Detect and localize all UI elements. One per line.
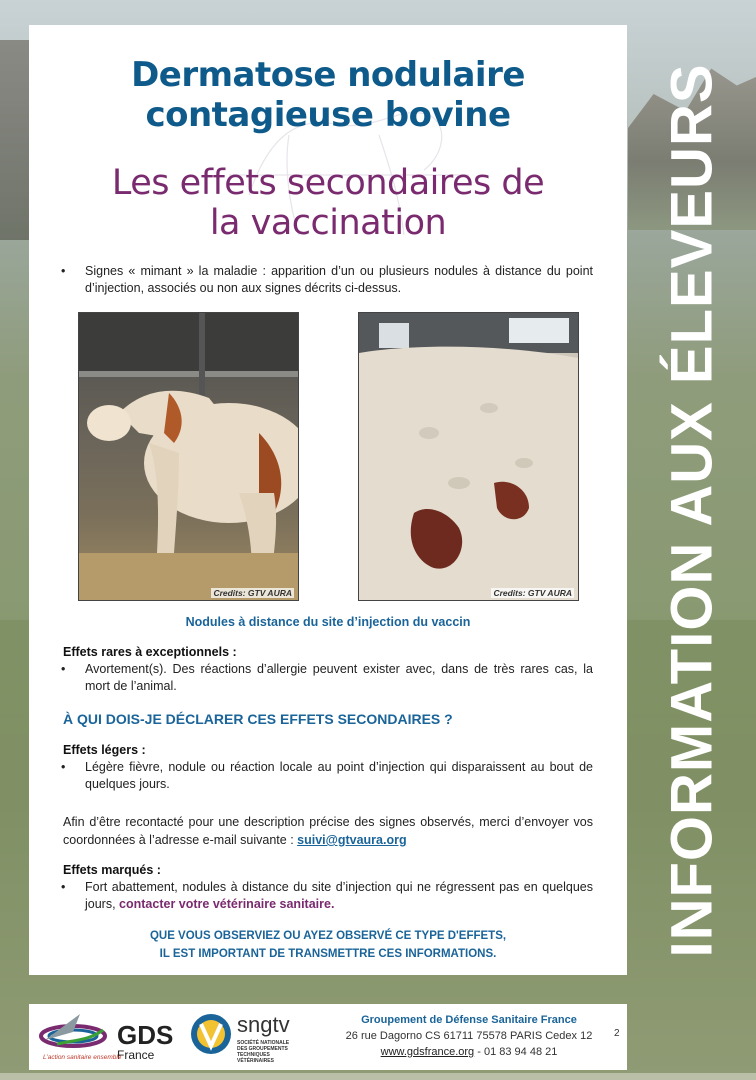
- contact-email-link[interactable]: suivi@gtvaura.org: [297, 833, 407, 847]
- side-title-text: INFORMATION AUX ÉLEVEURS: [659, 62, 725, 958]
- main-title-line2: contagieuse bovine: [145, 95, 511, 135]
- bullet-dot: •: [61, 760, 66, 774]
- closing-line2: IL EST IMPORTANT DE TRANSMETTRE CES INFORMATIONS.: [159, 948, 497, 960]
- sngtv-sub: SOCIÉTÉ NATIONALE DES GROUPEMENTS TECHNIQUES VÉTÉRINAIRES: [237, 1040, 290, 1064]
- footer: [29, 1004, 627, 1070]
- photo-credit: Credits: GTV AURA: [213, 588, 292, 598]
- gds-france-logo: [35, 1010, 185, 1066]
- light-effects-text: Légère fièvre, nodule ou réaction locale au point d’injection qui disparaissent au bout de quelques jours.: [85, 760, 593, 791]
- marked-effects-text: [85, 879, 593, 913]
- intro-bullet-text: Signes « mimant » la maladie : apparition d’un ou plusieurs nodules à distance du point d’injection, associés ou non aux signes décrits ci-dessus.: [85, 264, 593, 295]
- gds-sub: France: [117, 1048, 155, 1062]
- org-address: 26 rue Dagorno CS 61711 75578 PARIS Cedex 12: [345, 1030, 593, 1042]
- contact-text: Afin d’être recontacté pour une description précise des signes observés, merci d’envoyer vos coordonnées à l’adresse e-mail suivante :: [63, 815, 593, 847]
- sngtv-emblem-icon: [189, 1012, 233, 1056]
- rare-effects-bullet: [61, 661, 593, 695]
- rare-effects-text: Avortement(s). Des réactions d’allergie peuvent exister avec, dans de très rares cas, la mort de l’animal.: [85, 662, 593, 693]
- contact-paragraph: [63, 813, 593, 849]
- gds-name: GDS: [117, 1020, 174, 1050]
- bullet-dot: •: [61, 880, 66, 894]
- bullet-dot: •: [61, 662, 66, 676]
- subtitle-line1: Les effets secondaires de: [111, 163, 545, 203]
- gds-tagline: L’action sanitaire ensemble: [43, 1054, 122, 1061]
- photo-cow-stable: [78, 312, 299, 601]
- content-panel: [29, 25, 627, 975]
- main-title-line1: Dermatose nodulaire: [131, 55, 525, 95]
- rare-effects-heading: Effets rares à exceptionnels :: [63, 645, 237, 659]
- main-title: [29, 55, 627, 135]
- photo-cow-skin-closeup: [358, 312, 579, 601]
- subtitle-line2: la vaccination: [209, 203, 447, 243]
- side-title: [628, 10, 756, 1010]
- subtitle: [29, 163, 627, 243]
- marked-effects-bullet: [61, 879, 593, 913]
- sngtv-name: sngtv: [237, 1012, 290, 1037]
- org-phone: - 01 83 94 48 21: [474, 1046, 558, 1058]
- light-effects-heading: Effets légers :: [63, 743, 146, 757]
- gds-swoosh-icon: [35, 1010, 115, 1054]
- closing-message: [29, 927, 627, 963]
- sngtv-logo: [189, 1012, 299, 1064]
- intro-bullet: [61, 263, 593, 297]
- marked-effects-emphasis: contacter votre vétérinaire sanitaire.: [119, 897, 335, 911]
- org-contact: [319, 1044, 619, 1060]
- photo-credit: Credits: GTV AURA: [493, 588, 572, 598]
- marked-effects-body: Fort abattement, nodules à distance du site d’injection qui ne régressent pas en quelques jours,: [85, 880, 593, 911]
- page-number: 2: [614, 1028, 620, 1039]
- bullet-dot: •: [61, 264, 66, 278]
- cow-illustration: [79, 313, 298, 600]
- organization-info: [319, 1012, 619, 1060]
- light-effects-bullet: [61, 759, 593, 793]
- skin-closeup-illustration: [359, 313, 578, 600]
- marked-effects-heading: Effets marqués :: [63, 863, 161, 877]
- org-name: Groupement de Défense Sanitaire France: [361, 1014, 577, 1026]
- org-website-link[interactable]: www.gdsfrance.org: [380, 1046, 475, 1058]
- declare-heading: À QUI DOIS-JE DÉCLARER CES EFFETS SECONDAIRES ?: [63, 711, 453, 727]
- photo-caption: Nodules à distance du site d’injection du vaccin: [185, 615, 471, 629]
- closing-line1: QUE VOUS OBSERVIEZ OU AYEZ OBSERVÉ CE TYPE D'EFFETS,: [149, 930, 507, 942]
